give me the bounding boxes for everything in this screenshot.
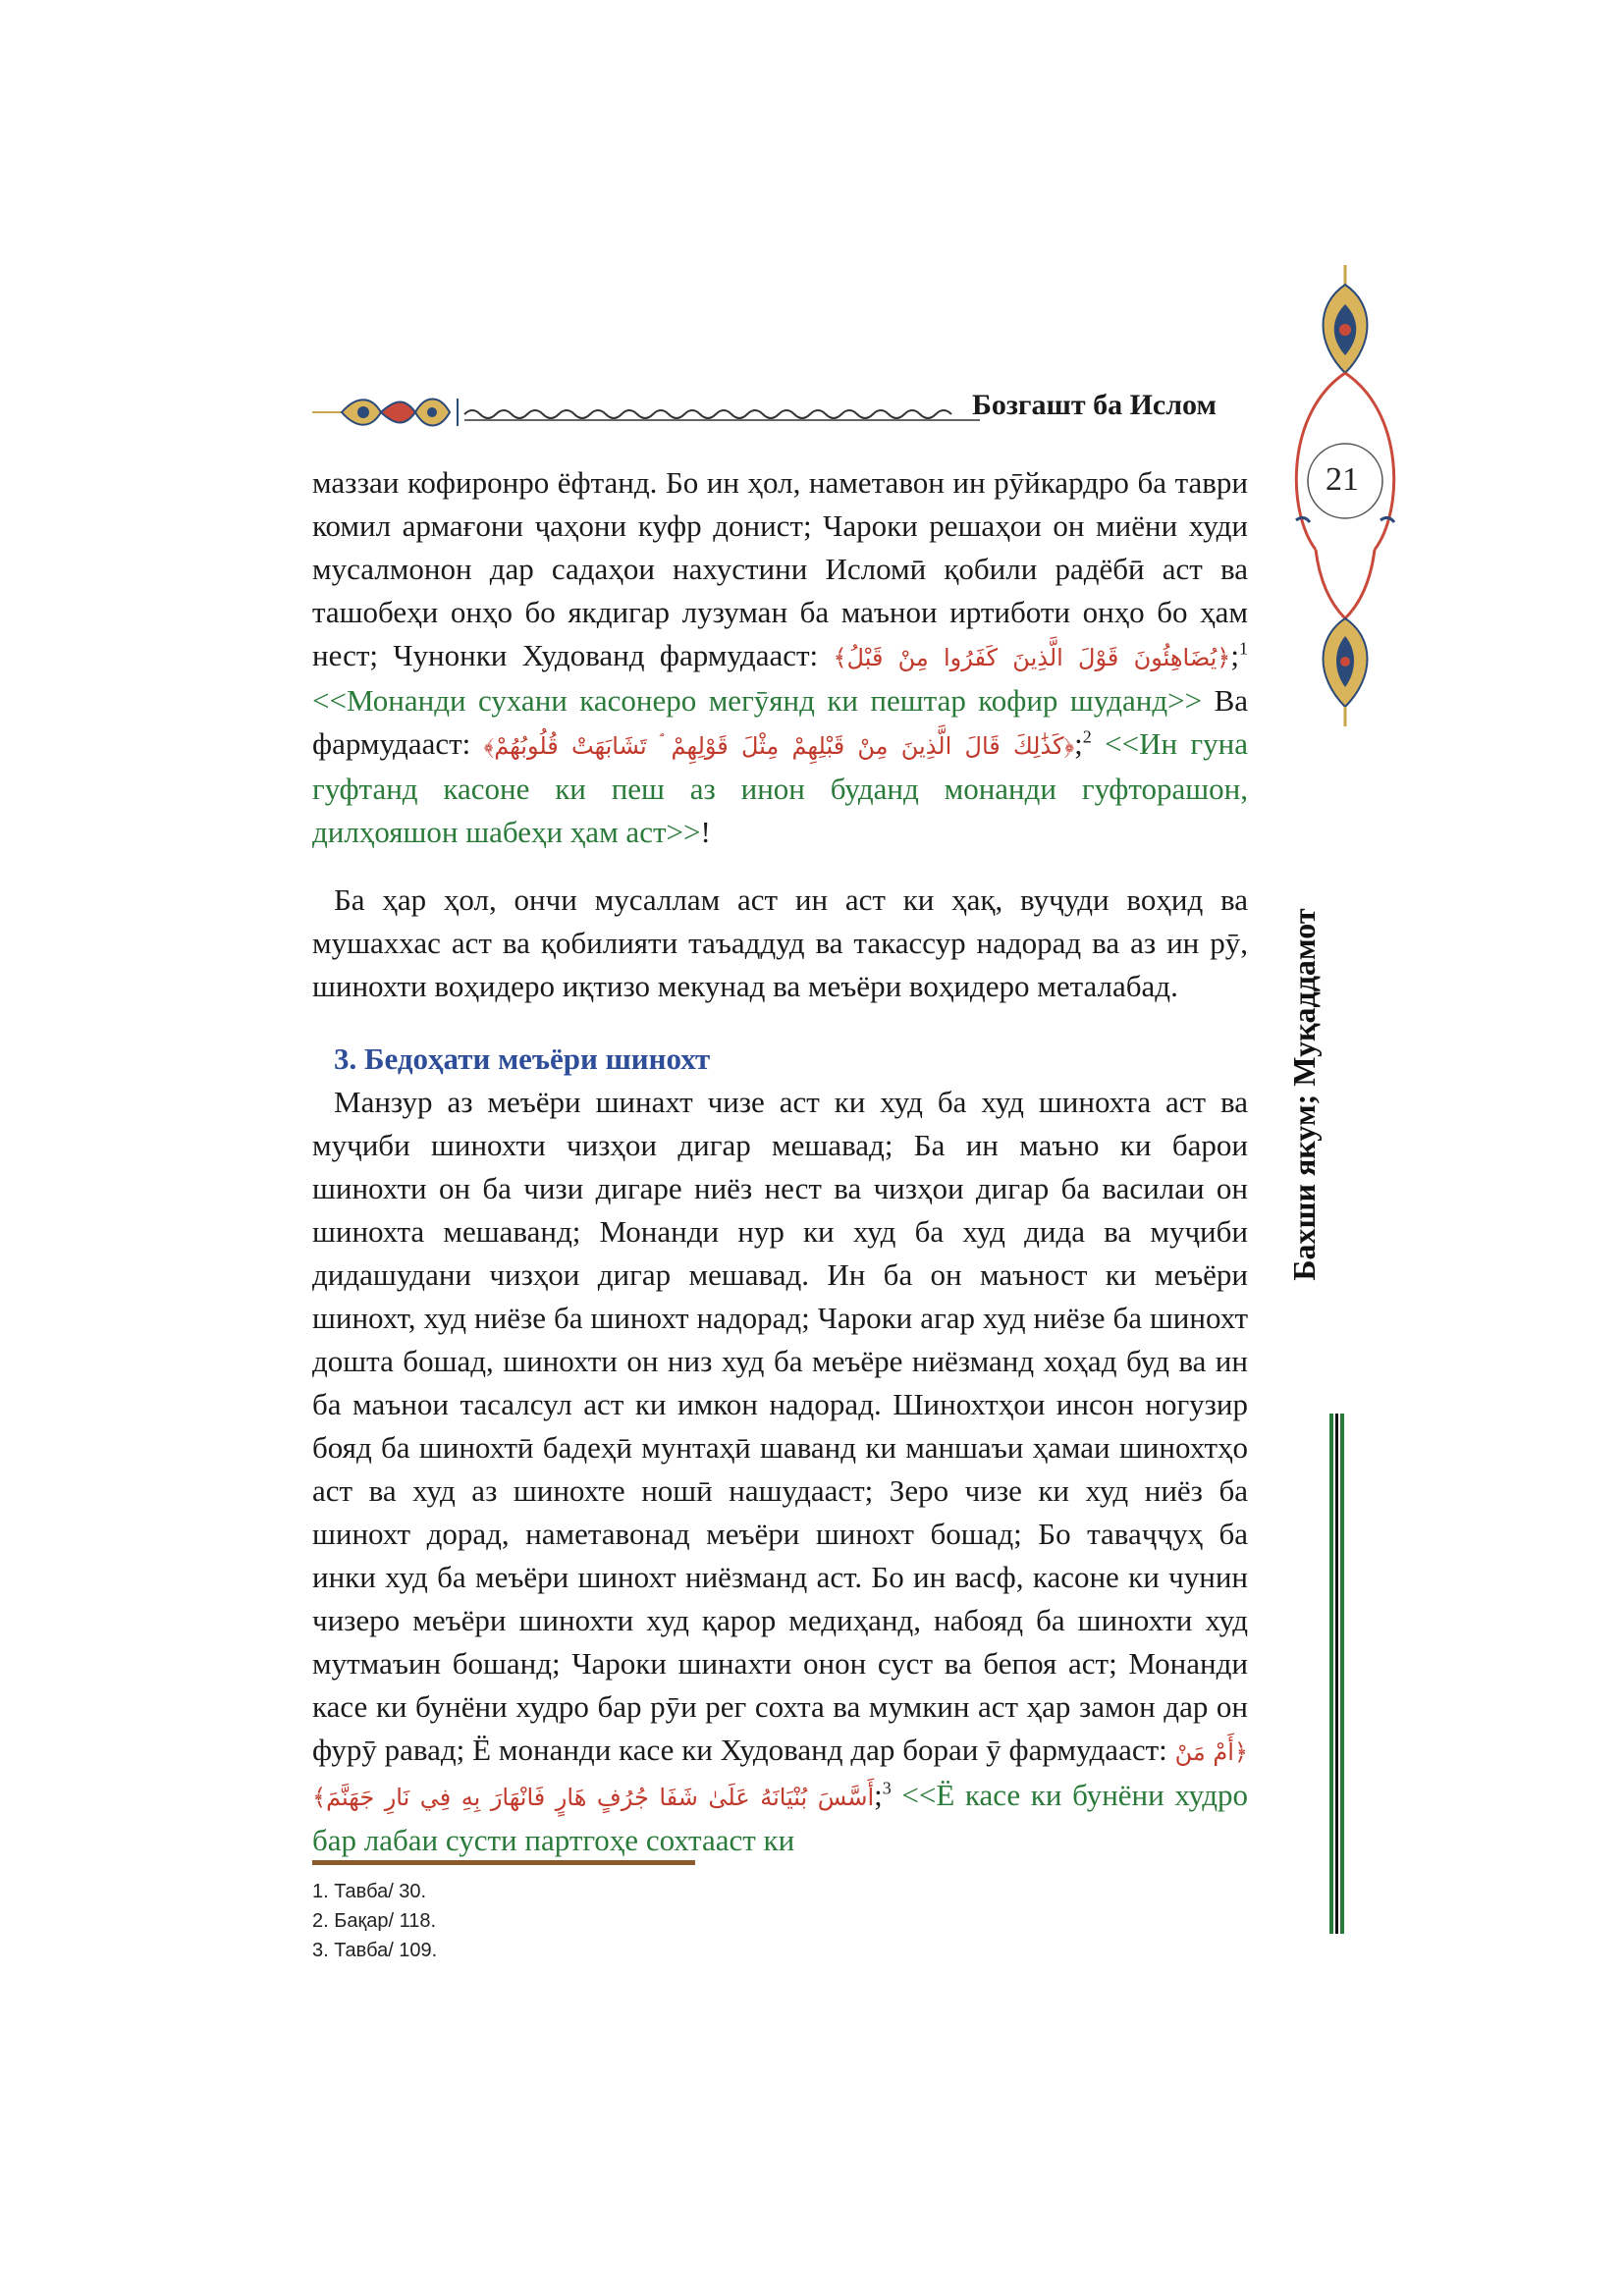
side-stripes [1329,1414,1345,1934]
paragraph-3 [312,1081,1248,1862]
footnotes [312,1877,437,1965]
vertical-section-title: Бахши якум; Муқаддамот [1286,908,1322,1281]
paragraph-2: Ба ҳар ҳол, ончи мусаллам аст ин аст ки ҳақ, вуҷуди воҳид ва мушаххас аст ва қобилияти таъаддуд ва такассур надорад ва аз ин рӯ, шинохти воҳидеро иқтизо мекунад ва меъёри воҳидеро металабад. [312,882,1248,1003]
footnote-divider [312,1860,695,1865]
arabic-quote-2: ﴿كَذَٰلِكَ قَالَ الَّذِينَ مِنْ قَبْلِهِمْ مِثْلَ قَوْلِهِمْ ۘ تَشَابَهَتْ قُلُوبُهُمْ﴾ [483,732,1075,760]
paragraph-1 [312,461,1248,854]
translation-quote-3: <<Ё касе ки бунёни худро бар лабаи сусти партгоҳе сохтааст ки [312,1778,1248,1857]
top-arabesque-icon [1324,265,1368,373]
header-wave-line [464,410,951,418]
footnote-ref-1: 1 [1239,638,1248,659]
paragraph-1-text-c: ! [700,815,711,849]
arabic-quote-3: ﴿أَمْ مَنْ أَسَّسَ بُنْيَانَهُ عَلَىٰ شَفَا جُرُفٍ هَارٍ فَانْهَارَ بِهِ فِي نَارِ جَهَنَّمَ﴾ [312,1738,1249,1811]
paragraph-1-text-b: Ва фармудааст: [312,683,1249,761]
section-heading: 3. Бедоҳати меъёри шинохт [334,1041,711,1076]
bottom-arabesque-icon [1324,618,1368,726]
translation-quote-2: <<Ин гуна гуфтанд касоне ки пеш аз инон буданд монанди гуфторашон, дилҳояшон шабеҳи ҳам аст>> [312,726,1248,849]
paragraph-3-text: Манзур аз меъёри шинахт чизе аст ки худ ба худ шинохта аст ва муҷиби шинохти чизҳои дигар мешавад; Ба ин маъно ки барои шинохти он ба чизи дигаре ниёз нест ва чизҳои дигар ба василаи он шинохта мешаванд; Монанди нур ки худ ба худ дида ва муҷиби дидашудани чизҳои дигар мешавад. Ин ба он маъност ки меъёри шинохт, худ ниёзе ба шинохт надорад; Чароки агар худ ниёзе ба шинохт дошта бошад, шинохти он низ худ ба меъёре ниёзманд хоҳад буд ва ин ба маънои тасалсул аст ки имкон надорад. Шинохтҳои инсон ногузир бояд ба шинохтӣ бадеҳӣ мунтаҳӣ шаванд ки маншаъи ҳамаи шинохтҳо аст ва худ аз шинохте ношӣ нашудааст; Зеро чизе ки худ ниёз ба шинохт дорад, наметавонад меъёри шинохт бошад; Бо таваҷҷуҳ ба инки худ ба меъёри шинохт ниёзманд аст. Бо ин васф, касоне ки чунин чизеро меъёри шинохти худ қарор медиҳанд, набояд ба шинохти худ мутмаъин бошанд; Чароки шинахти онон суст ва бепоя аст; Монанди касе ки бунёни худро бар рӯи рег сохта ва мумкин аст ҳар замон дар он фурӯ равад; Ё монанди касе ки Худованд дар бораи ӯ фармудааст: [312,1085,1248,1767]
header-flourish-icon [312,399,458,426]
main-text [312,461,1248,1862]
footnote-ref-3: 3 [882,1778,892,1798]
arabic-quote-1: ﴿يُضَاهِئُونَ قَوْلَ الَّذِينَ كَفَرُوا مِنْ قَبْلُ﴾ [833,644,1231,671]
separator-3: ; [874,1778,883,1812]
page-number: 21 [1326,461,1359,498]
separator-2: ; [1074,726,1083,761]
separator-1: ; [1230,638,1239,672]
footnote-3: 3. Тавба/ 109. [312,1940,438,1961]
footnote-ref-2: 2 [1082,726,1092,747]
footnote-2: 2. Бақар/ 118. [312,1910,437,1932]
translation-quote-1: <<Монанди сухани касонеро мегӯянд ки пештар кофир шуданд>> [312,683,1203,718]
header-ornament [312,391,980,430]
footnote-1: 1. Тавба/ 30. [312,1881,427,1902]
paragraph-1-text-a: маззаи кофиронро ёфтанд. Бо ин ҳол, наметавон ин рӯйкардро ба таври комил армағони ҷаҳони куфр донист; Чароки решаҳои он миёни худи мусалмонон дар садаҳои нахустини Исломӣ қобили радёбӣ аст ва ташобеҳи онҳо бо якдигар лузуман ба маънои иртиботи онҳо бо ҳам нест; Чунонки Худованд фармудааст: [312,465,1248,672]
running-header-title: Бозгашт ба Ислом [972,389,1217,421]
